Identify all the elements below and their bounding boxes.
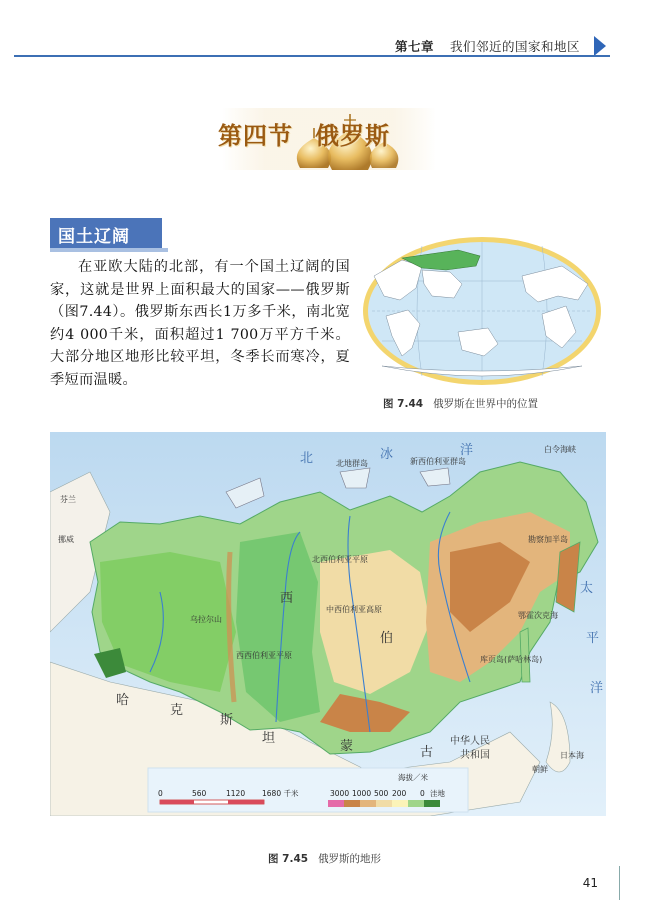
map-label-mongolia1: 蒙 <box>340 739 354 754</box>
map-label-norway: 挪威 <box>58 535 74 544</box>
body-paragraph: 在亚欧大陆的北部，有一个国土辽阔的国家，这就是世界上面积最大的国家——俄罗斯（图7.44）。俄罗斯东西长1万多千米，南北宽约4 000千米，面积超过1 700万平方千米。大部分地区地形比较平坦，冬季长而寒冷，夏季短而温暖。 <box>50 259 350 388</box>
map-label-siberia-bo: 伯 <box>380 631 394 646</box>
map-label-kamchatka: 勘察加半岛 <box>528 535 568 544</box>
figure1-caption <box>383 396 538 411</box>
scale-tick-1680: 1680 千米 <box>262 789 299 798</box>
header-chapter: 第七章 <box>394 39 434 54</box>
map-label-pacific2: 平 <box>586 631 600 646</box>
map-label-finland: 芬兰 <box>60 495 76 504</box>
map-label-ocean-north2: 冰 <box>380 447 394 462</box>
legend-level-1000: 1000 <box>352 789 372 798</box>
map-label-sea-japan: 日本海 <box>560 751 584 760</box>
legend-level-500: 500 <box>374 789 389 798</box>
map-label-ocean-north3: 洋 <box>460 443 474 458</box>
map-label-ocean-north1: 北 <box>300 451 314 466</box>
map-label-sakhalin: 库页岛(萨哈林岛) <box>480 655 543 664</box>
scale-bar <box>160 800 264 804</box>
map-label-kazakhstan4: 坦 <box>262 731 276 746</box>
figure2-text: 俄罗斯的地形 <box>318 853 382 865</box>
subsection-tag <box>50 218 162 248</box>
map-label-pacific1: 太 <box>580 581 594 596</box>
map-label-kazakhstan1: 哈 <box>116 693 130 708</box>
page-header <box>0 0 650 58</box>
map-label-ural: 乌拉尔山 <box>190 615 222 624</box>
map-label-north-land: 北地群岛 <box>336 459 368 468</box>
section-name: 俄罗斯 <box>315 121 390 150</box>
legend-level-0: 0 <box>420 789 425 798</box>
header-arrow-icon <box>594 36 606 56</box>
section-title <box>218 116 458 151</box>
scale-tick-0: 0 <box>158 789 163 798</box>
page-number: 41 <box>582 876 598 890</box>
elevation-legend-swatches <box>328 800 440 807</box>
figure1-text: 俄罗斯在世界中的位置 <box>433 398 539 410</box>
map-label-north-siberian-plain: 北西伯利亚平原 <box>312 555 368 564</box>
map-label-sea-okhotsk: 鄂霍次克海 <box>518 611 558 620</box>
legend-level-200: 200 <box>392 789 407 798</box>
figure2-caption <box>268 851 381 866</box>
map-label-korea: 朝鲜 <box>532 765 548 774</box>
figure1-number: 图 7.44 <box>383 398 424 410</box>
map-label-mongolia2: 古 <box>420 745 434 760</box>
header-rule <box>14 55 610 57</box>
legend-level-depression: 洼地 <box>430 789 445 798</box>
map-label-china2: 共和国 <box>460 750 490 761</box>
subsection-label: 国土辽阔 <box>58 227 130 247</box>
header-chapter-title: 我们邻近的国家和地区 <box>449 39 580 54</box>
legend-level-3000: 3000 <box>330 789 350 798</box>
map-label-china1: 中华人民 <box>450 736 490 747</box>
section-number: 第四节 <box>218 121 293 150</box>
map-label-bering: 白令海峡 <box>544 445 576 454</box>
map-label-kazakhstan3: 斯 <box>220 713 234 728</box>
map-label-new-siberian: 新西伯利亚群岛 <box>410 457 466 466</box>
scale-tick-560: 560 <box>192 789 207 798</box>
page-number-rule <box>619 866 620 900</box>
map-label-siberia-xi: 西 <box>280 591 294 606</box>
map-label-pacific3: 洋 <box>590 681 604 696</box>
map-label-west-siberian-plain: 西西伯利亚平原 <box>236 651 292 660</box>
legend-title: 海拔／米 <box>398 773 428 782</box>
header-text <box>395 37 580 55</box>
russia-terrain-map <box>50 432 606 816</box>
map-label-kazakhstan2: 克 <box>170 703 184 718</box>
scale-tick-1120: 1120 <box>226 789 246 798</box>
map-label-central-siberian-plateau: 中西伯利亚高原 <box>326 605 382 614</box>
figure2-number: 图 7.45 <box>268 853 309 865</box>
world-map-figure <box>362 236 602 386</box>
